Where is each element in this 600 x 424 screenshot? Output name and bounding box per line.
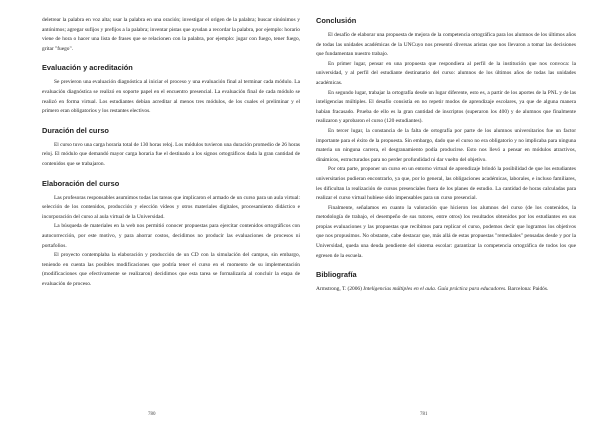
bib-author: Armstrong, T. (2006) [316,286,362,293]
left-column [42,16,300,289]
right-column [316,16,576,295]
section-paragraph: Por otra parte, proponer un curso en un entorno virtual de aprendizaje brindó la posibilidad de que los estudiantes universitarios pudieran encontrarlo, ya que, por lo general, las obligaciones académicas, laborales, e incluso familiares, les dificultan la realización de cursos presenciales fuera de los planes de estudio. La cantidad de horas calculadas para realizar el curso virtual hubiese sido impensables para un curso presencial. [316,166,576,202]
section-paragraph: Las profesoras responsables asumimos todas las tareas que implicaron el armado de un curso para un aula virtual: selección de los contenidos, producción y elección vídeos y otros materiales digitales, procesamiento didáctico e incorporación del curso al aula virtual de la Universidad. [42,194,300,220]
left-page [42,0,300,424]
section-heading-elaboracion: Elaboración del curso [42,178,120,188]
section-paragraph: El proyecto contemplaba la elaboración y producción de un CD con la simulación del campus, sin embargo, teniendo en cuenta las posibles modificaciones que podría tener el curso en el momento de su implementación (modificaciones que efectivamente se realizaron) decidimos que esta tarea se formalizaría al concluir la etapa de evaluación de proceso. [42,252,300,287]
section-paragraph: El curso tuvo una carga horaria total de 130 horas reloj. Los módulos tuvieron una duración promedio de 26 horas reloj. El módulo que demandó mayor carga horaria fue el destinado a los signos ortográficos dada la gran cantidad de contenidos que se trabajaron. [42,141,301,167]
section-paragraph: El desafío de elaborar una propuesta de mejora de la competencia ortográfica para los alumnos de los últimos años de todas las unidades académicas de la UNCuyo nos presentó diversas aristas que nos llevaron a tomar las decisiones que fundamentan nuestro trabajo. [316,32,576,58]
bib-title: Inteligencias múltiples en el aula. Guía práctica para educadores. [363,286,507,293]
bib-publisher: Barcelona: Paidós. [507,286,549,293]
section-paragraph: Se previeron una evaluación diagnóstica al iniciar el proceso y una evaluación final al terminar cada módulo. La evaluación diagnóstica se realizó en soporte papel en el encuentro presencial. La evaluación final de cada módulo se realizó en forma virtual. Los estudiantes debían acreditar al menos tres módulos, de los cuales el preliminar y el primero eran obligatorios y los restantes electivos. [42,79,300,115]
section-heading-conclusion: Conclusión [316,16,357,25]
page-number: 781 [420,412,428,417]
section-heading-duracion: Duración del curso [42,125,109,135]
section-heading-evaluacion: Evaluación y acreditación [42,63,133,73]
intro-paragraph: deletrear la palabra en voz alta; usar la palabra en una oración; investigar el origen de la palabra; buscar sinónimos y antónimos; agregar sufijos y prefijos a la palabra; inventar pistas que ayudan a recordar la palabra, por ejemplo: horario viene de hora o hacer una lista de frases que se relacionen con la palabra, por ejemplo: jugar con fuego, tener fuego, gritar "fuego". [42,17,300,52]
section-paragraph: En segundo lugar, trabajar la ortografía desde un lugar diferente, esto es, a partir de los aportes de la PNL y de las inteligencias múltiples. El desafío consistía en no repetir modos de aprendizaje escolares, ya que de alguna manera habían fracasado. Prueba de ello es la gran cantidad de inscriptos (superaron los 400) y de alumnos que finalmente realizaron y aprobaron el curso (120 estudiantes). [316,89,576,125]
section-paragraph: En primer lugar, pensar en una propuesta que respondiera al perfil de la institución que nos convoca: la universidad, y al perfil del estudiante destinatario del curso: alumnos de los últimos años de todas las unidades académicas. [316,60,576,86]
section-paragraph: Finalmente, señalamos en cuanto la valoración que hicieron los alumnos del curso (de los contenidos, la metodología de trabajo, el desempeño de sus tutores, entre otros) los resultados obtenidos por los estudiantes en sus propias evaluaciones y las propuestas que recibimos para replicar el curso, podemos decir que logramos los objetivos que nos propusimos. No obstante, cabe destacar que, más allá de estas propuestas "remediales" pensadas desde y por la Universidad, queda una deuda pendiente del sistema escolar: garantizar la competencia ortográfica de todos los que egresen de la escuela. [316,204,576,259]
section-paragraph: La búsqueda de materiales en la web nos permitió conocer propuestas para ejercitar contenidos ortográficos con autocorrección, por este motivo, y para ahorrar costos, decidimos no producir las evaluaciones de procesos ni portafolios. [42,223,300,249]
section-paragraph: En tercer lugar, la constancia de la falta de ortografía por parte de los alumnos universitarios fue un factor importante para el éxito de la propuesta. Sin embargo, dado que el curso no era obligatorio y no implicaba para ninguna materia un ninguna carrera, el desgranamiento podía producirse. Esto nos llevó a pensar en módulos atractivos, dinámicos, estructurados para no perder profundidad ni dar vuelto del objetivo. [316,127,576,163]
bibliography-entry [316,285,576,295]
section-heading-bibliografia: Bibliografía [316,270,357,280]
page-number: 780 [148,412,156,417]
right-page [316,0,576,424]
